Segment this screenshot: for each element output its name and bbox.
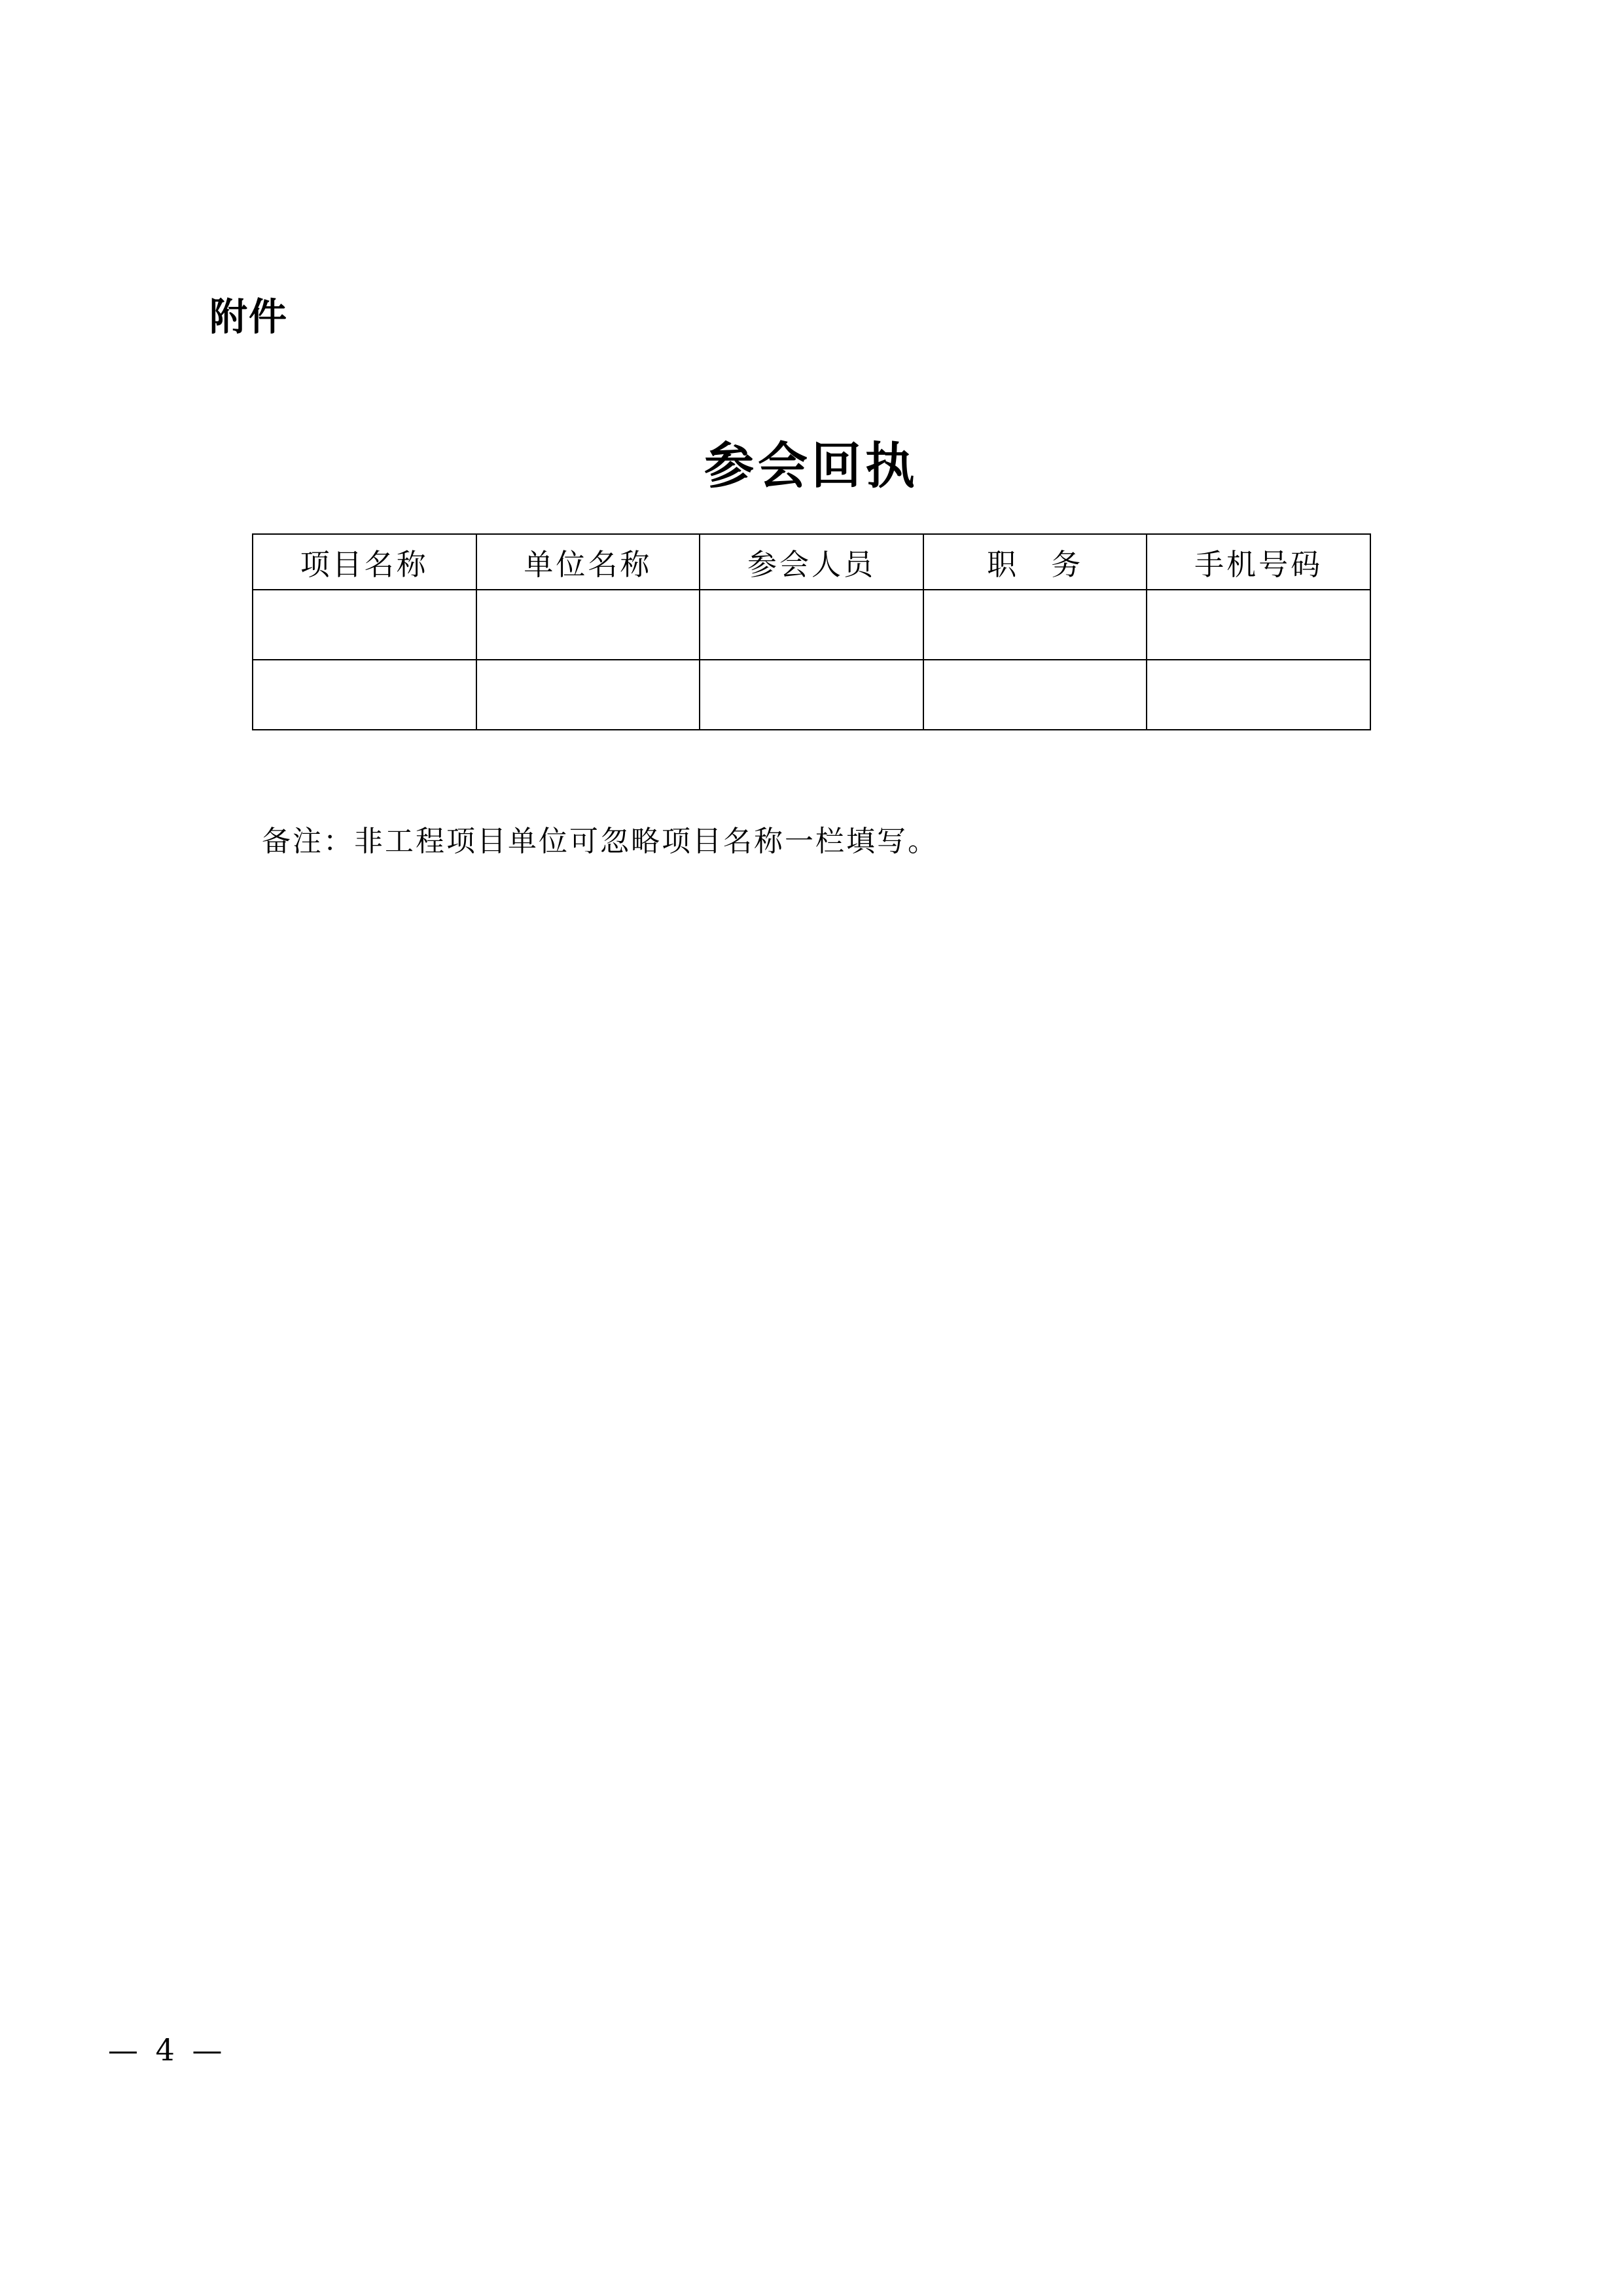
table-cell [476, 590, 700, 660]
table-header-cell: 手机号码 [1147, 534, 1370, 590]
table-row [253, 660, 1370, 730]
page-title: 参会回执 [704, 437, 919, 495]
table-header-cell: 职 务 [923, 534, 1147, 590]
table-header-cell: 参会人员 [700, 534, 923, 590]
receipt-table [252, 533, 1371, 730]
table-header-cell: 项目名称 [253, 534, 476, 590]
page-number: — 4 — [108, 2032, 226, 2068]
page-content [108, 0, 1414, 2296]
table-cell [1147, 660, 1370, 730]
table-cell [923, 660, 1147, 730]
table-cell [700, 590, 923, 660]
table-header-cell: 单位名称 [476, 534, 700, 590]
table-note: 备注：非工程项目单位可忽略项目名称一栏填写。 [262, 825, 938, 858]
table-cell [253, 660, 476, 730]
table-header-row [253, 534, 1370, 590]
table-cell [476, 660, 700, 730]
table-cell [923, 590, 1147, 660]
table-cell [1147, 590, 1370, 660]
table-cell [253, 590, 476, 660]
table-row [253, 590, 1370, 660]
table-cell [700, 660, 923, 730]
attachment-label: 附件 [209, 295, 289, 339]
